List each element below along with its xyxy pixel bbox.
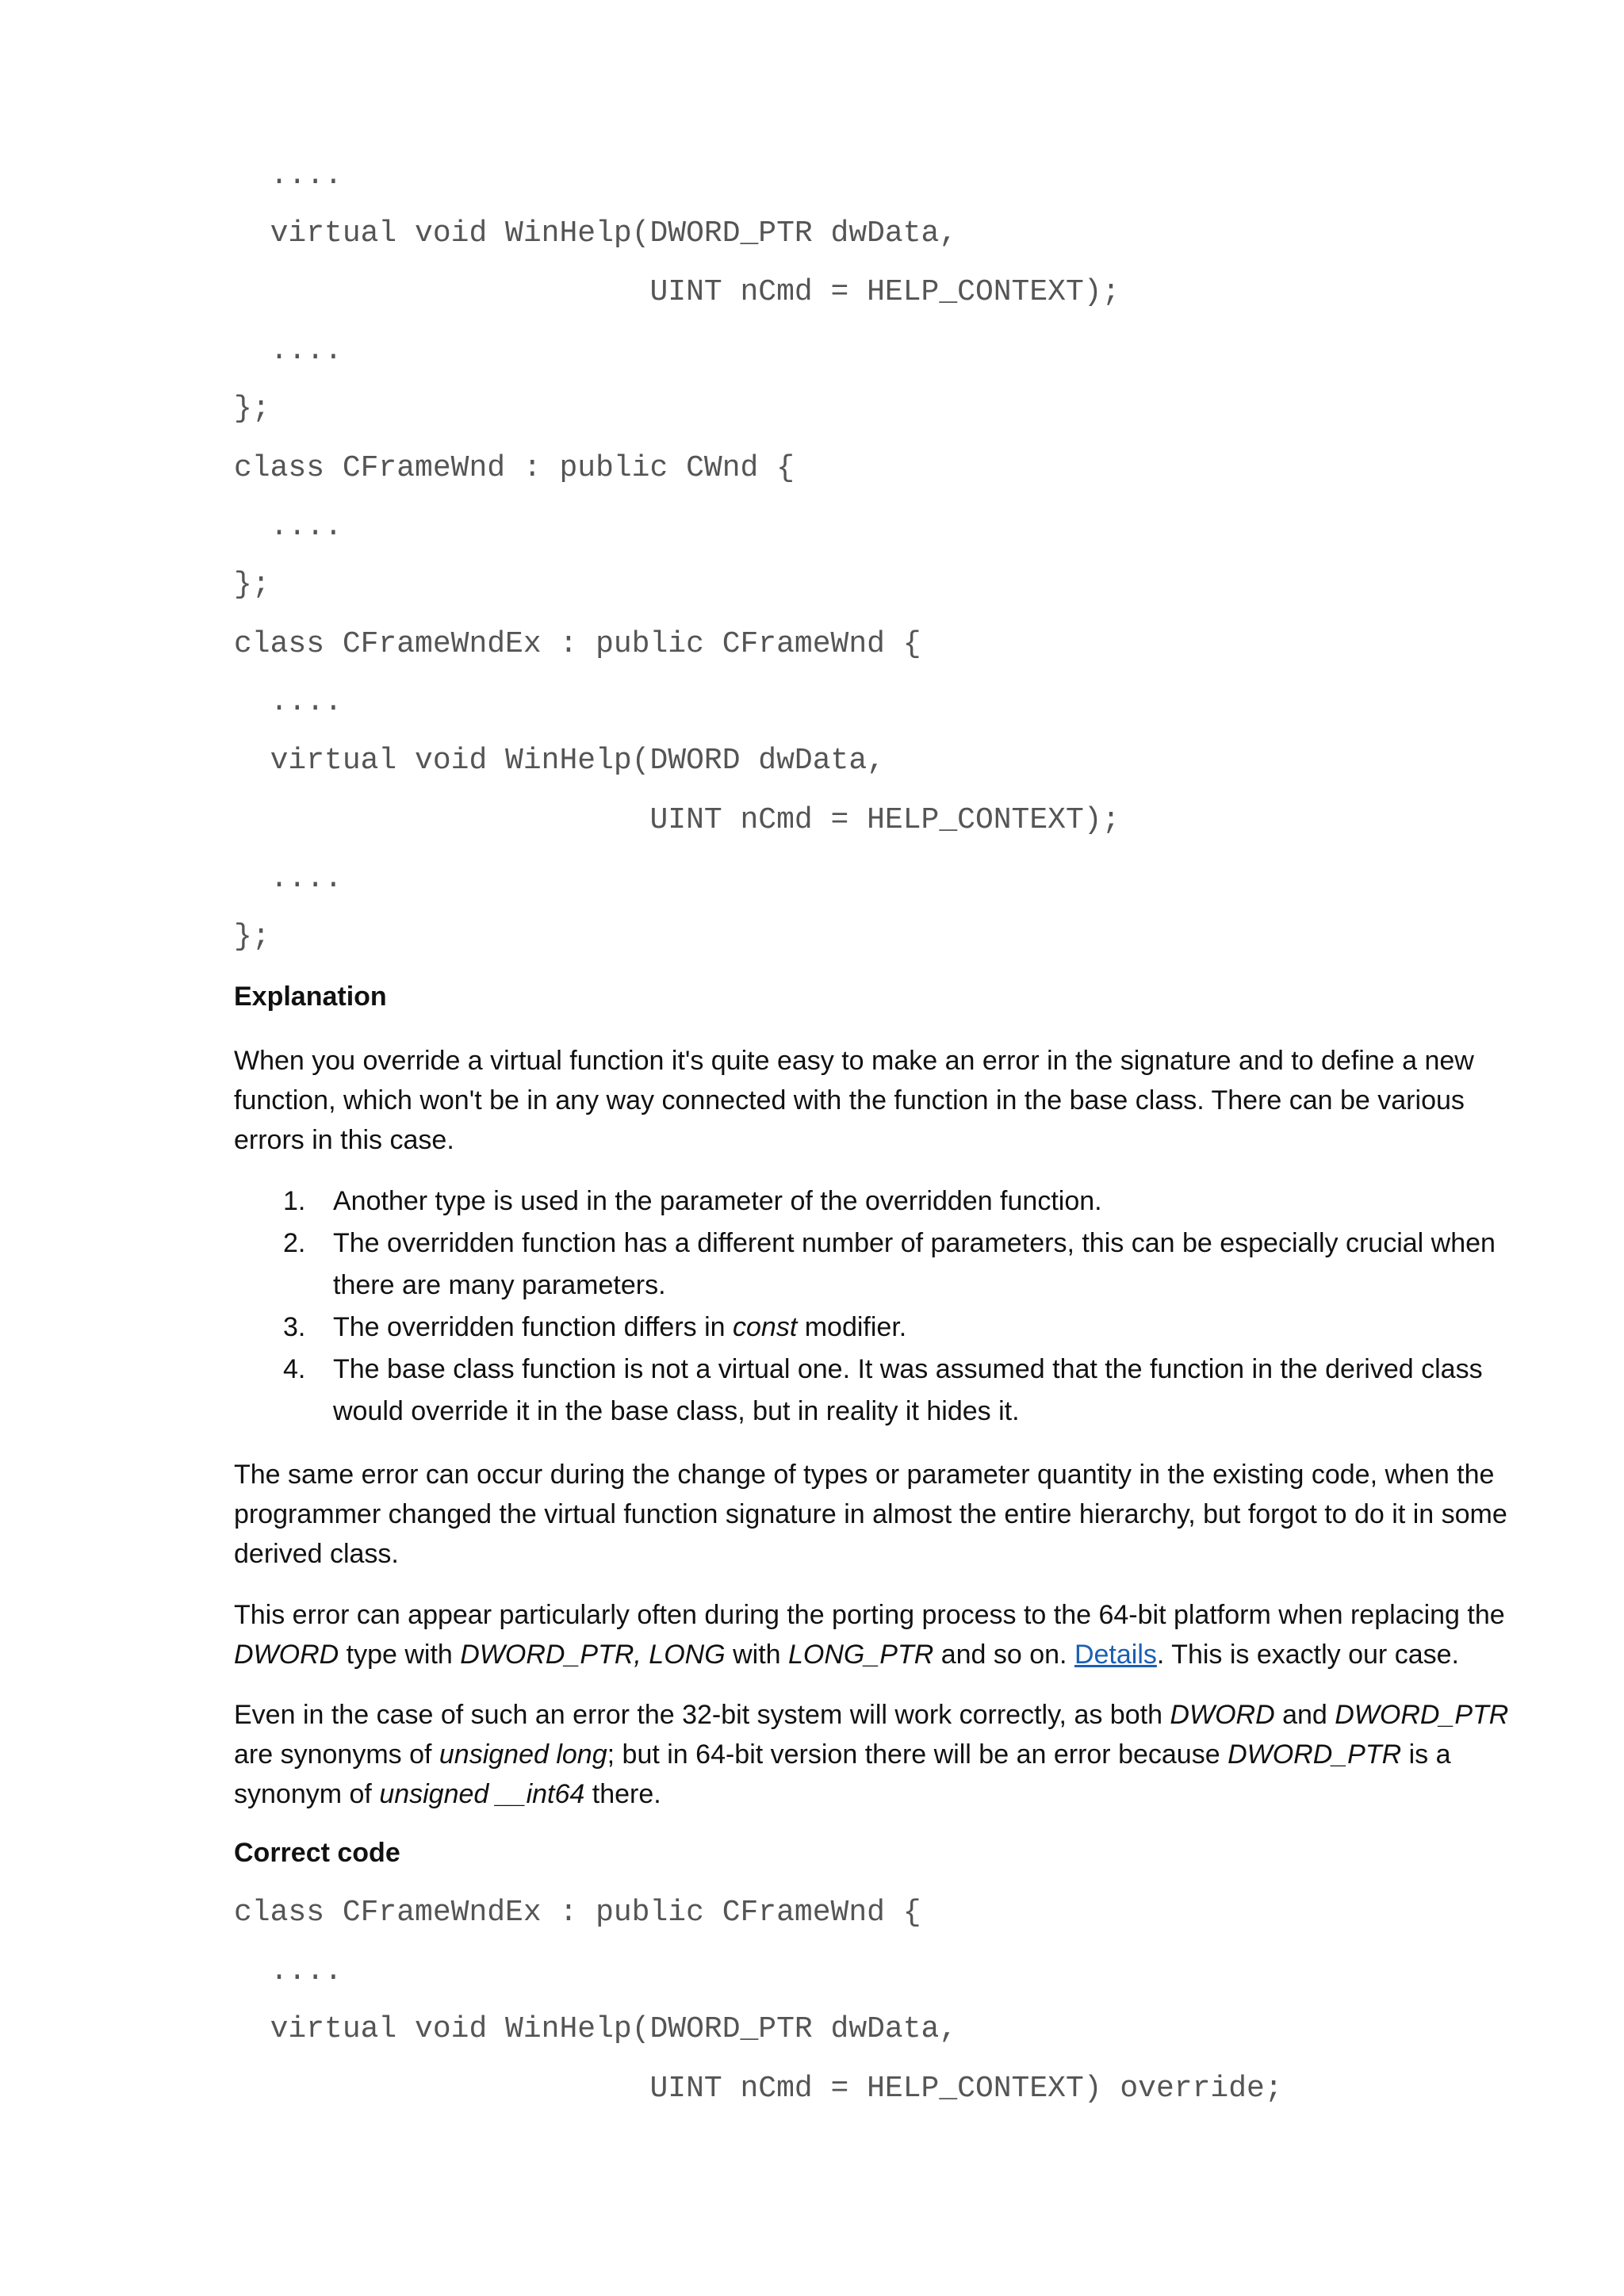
list-item	[234, 1349, 1534, 1433]
explanation-heading: Explanation	[234, 982, 387, 1012]
emphasis: unsigned __int64	[379, 1779, 585, 1809]
list-item-text	[333, 1312, 906, 1342]
code-line: ....	[234, 510, 343, 544]
code-line: class CFrameWnd : public CWnd {	[234, 451, 795, 485]
text-part: is a synonym of	[234, 1739, 1451, 1809]
emphasis: DWORD_PTR, LONG	[460, 1640, 726, 1670]
emphasis: LONG_PTR	[788, 1640, 934, 1670]
emphasis: DWORD	[234, 1640, 339, 1670]
list-item-text-part: modifier.	[797, 1312, 907, 1342]
text-part: Even in the case of such an error the 32-bit system will work correctly, as both	[234, 1700, 1170, 1730]
emphasis: DWORD	[1170, 1700, 1275, 1730]
text-part: ; but in 64-bit version there will be an error because	[607, 1739, 1228, 1770]
text-part: with	[725, 1640, 788, 1670]
code-line: class CFrameWndEx : public CFrameWnd {	[234, 627, 921, 661]
list-item-text: Another type is used in the parameter of the overridden function.	[333, 1186, 1102, 1216]
error-types-list	[234, 1181, 1534, 1433]
emphasis: unsigned long	[439, 1739, 607, 1770]
list-item	[234, 1223, 1534, 1307]
emphasis: DWORD_PTR	[1228, 1739, 1402, 1770]
text-part: type with	[339, 1640, 461, 1670]
list-item	[234, 1181, 1534, 1223]
text-part: and	[1274, 1700, 1335, 1730]
code-line: ....	[234, 685, 343, 719]
code-line: ....	[234, 334, 343, 368]
explanation-paragraph-2: The same error can occur during the change of types or parameter quantity in the existing code, when the programmer changed the virtual function signature in almost the entire hierarchy, but forgot to do it in some derived class.	[234, 1460, 1507, 1569]
emphasis: DWORD_PTR	[1335, 1700, 1509, 1730]
code-line: };	[234, 392, 270, 426]
explanation-paragraph-3	[234, 1595, 1534, 1674]
text-part: This error can appear particularly often during the porting process to the 64-bit platform when replacing the	[234, 1600, 1505, 1630]
list-item-number: 2.	[283, 1228, 306, 1258]
code-line: UINT nCmd = HELP_CONTEXT);	[234, 275, 1120, 309]
code-line: ....	[234, 1954, 343, 1988]
list-item	[234, 1307, 1534, 1349]
code-line: ....	[234, 862, 343, 896]
code-line: };	[234, 568, 270, 602]
text-part: . This is exactly our case.	[1156, 1640, 1459, 1670]
explanation-paragraph-4	[234, 1695, 1534, 1814]
list-item-number: 1.	[283, 1186, 306, 1216]
code-line: ....	[234, 159, 343, 193]
code-line: virtual void WinHelp(DWORD_PTR dwData,	[234, 216, 958, 251]
list-item-emphasis: const	[733, 1312, 798, 1342]
code-line: class CFrameWndEx : public CFrameWnd {	[234, 1896, 921, 1930]
code-line: UINT nCmd = HELP_CONTEXT) override;	[234, 2072, 1283, 2106]
correct-code-heading: Correct code	[234, 1838, 400, 1868]
explanation-intro-paragraph: When you override a virtual function it's quite easy to make an error in the signature and to define a new function, which won't be in any way connected with the function in the base class. There can be various errors in this case.	[234, 1046, 1474, 1155]
list-item-text: The base class function is not a virtual one. It was assumed that the function in the derived class would override it in the base class, but in reality it hides it.	[333, 1354, 1483, 1426]
list-item-text-part: The overridden function differs in	[333, 1312, 733, 1342]
code-line: UINT nCmd = HELP_CONTEXT);	[234, 803, 1120, 837]
list-item-number: 3.	[283, 1312, 306, 1342]
code-line: virtual void WinHelp(DWORD_PTR dwData,	[234, 2012, 958, 2046]
list-item-number: 4.	[283, 1354, 306, 1384]
details-link[interactable]: Details	[1074, 1640, 1157, 1670]
list-item-text: The overridden function has a different number of parameters, this can be especially crucial when there are many parameters.	[333, 1228, 1496, 1300]
text-part: are synonyms of	[234, 1739, 439, 1770]
text-part: there.	[584, 1779, 661, 1809]
code-line: virtual void WinHelp(DWORD dwData,	[234, 744, 885, 778]
text-part: and so on.	[933, 1640, 1074, 1670]
code-line: };	[234, 920, 270, 954]
